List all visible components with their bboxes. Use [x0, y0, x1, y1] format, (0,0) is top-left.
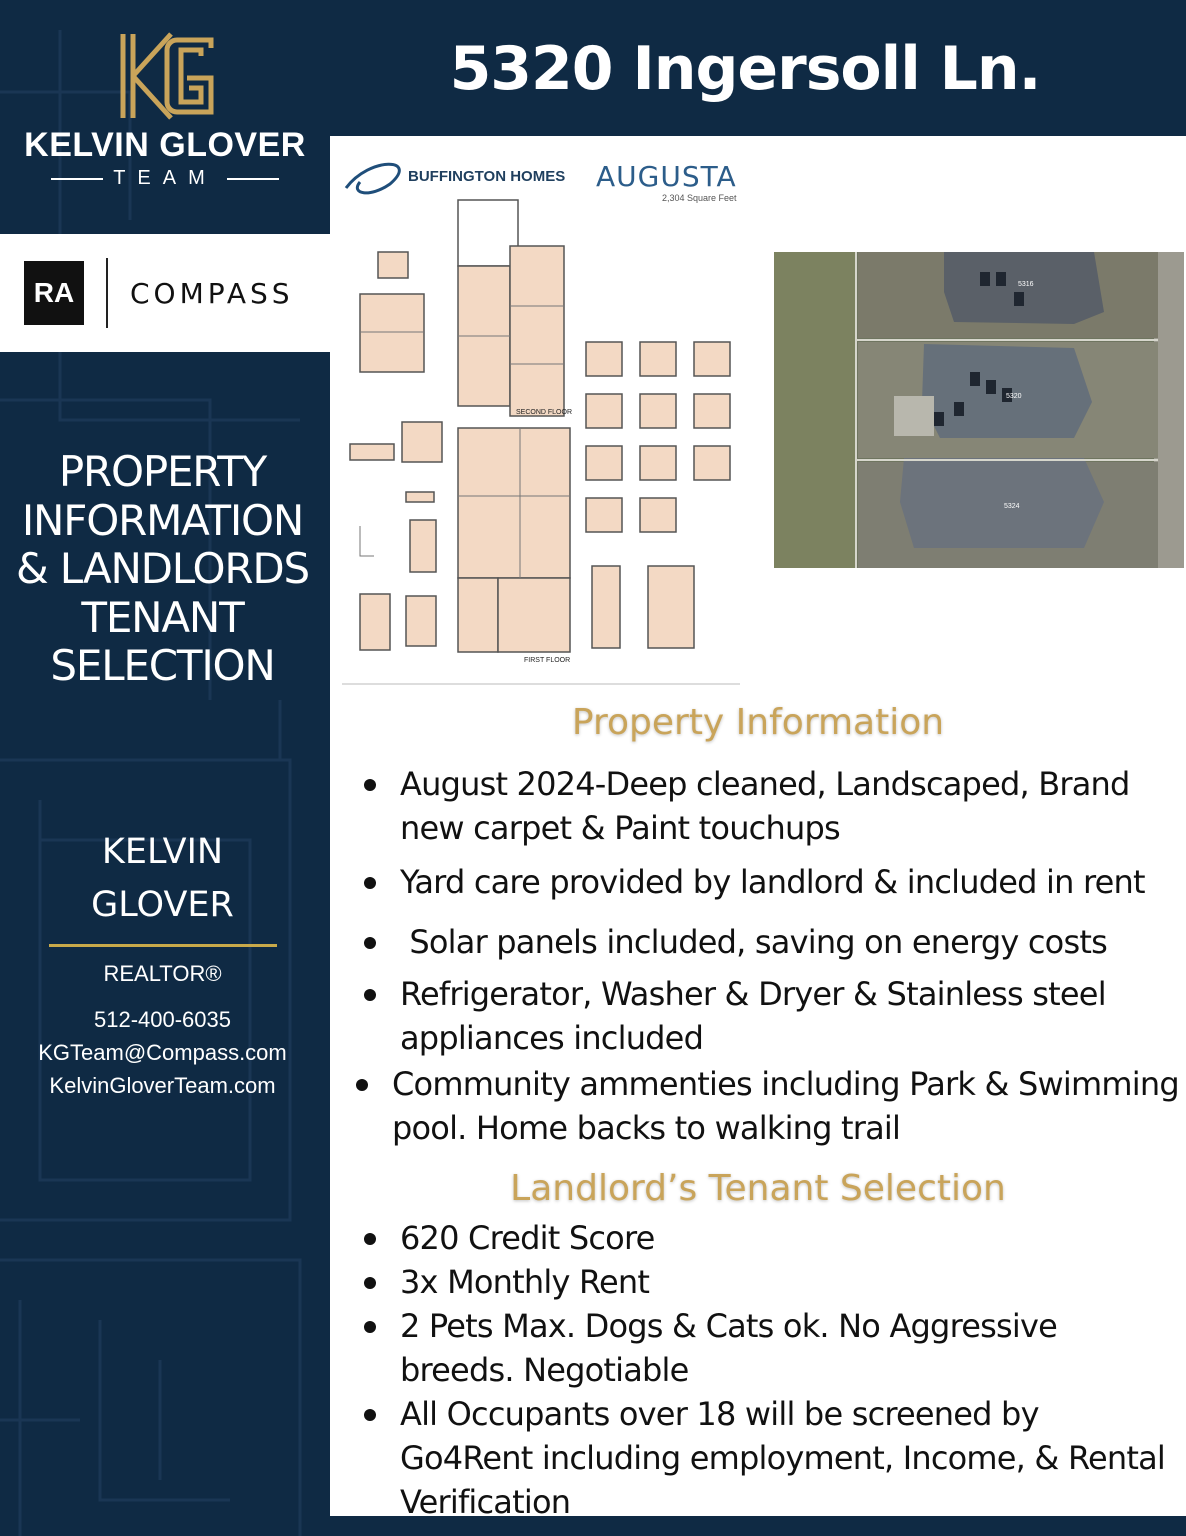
model-sqft: 2,304 Square Feet [662, 193, 737, 203]
agent-email[interactable]: KGTeam@Compass.com [38, 1040, 287, 1065]
agent-divider [49, 944, 277, 947]
compass-logo: COMPASS [130, 276, 294, 310]
list-item [400, 1304, 1165, 1392]
tenant-selection-list [400, 1216, 1165, 1524]
list-item [392, 1062, 1179, 1150]
list-item [400, 1216, 1165, 1260]
list-item [400, 762, 1179, 850]
sidebar-title-line: PROPERTY [58, 447, 267, 496]
agent-phone[interactable]: 512-400-6035 [93, 1007, 231, 1032]
model-name: AUGUSTA [596, 160, 737, 193]
list-item-line: All Occupants over 18 will be screened by [400, 1395, 1039, 1433]
list-item-line: appliances included [400, 1019, 704, 1057]
list-item-line: 620 Credit Score [400, 1219, 655, 1257]
logo-rule-right [227, 178, 279, 180]
team-name: KELVIN GLOVER [24, 126, 306, 164]
agent-title: REALTOR® [103, 961, 222, 986]
team-word: TEAM [113, 167, 217, 189]
list-item-line: Verification [400, 1483, 571, 1521]
lot-label-mid: 5320 [1006, 393, 1022, 400]
list-item-line: August 2024-Deep cleaned, Landscaped, Brand [400, 765, 1130, 803]
content-panel [330, 136, 1186, 1521]
team-subtitle [0, 167, 330, 190]
tenant-selection-heading: Landlord’s Tenant Selection [510, 1168, 1006, 1209]
list-item [400, 860, 1179, 904]
team-logo [0, 30, 330, 190]
list-item-line: Community ammenties including Park & Swimming [392, 1065, 1179, 1103]
logo-rule-left [51, 178, 103, 180]
list-item [400, 920, 1179, 964]
sidebar-title [0, 448, 325, 691]
agent-name-last: GLOVER [91, 885, 234, 925]
list-item-line: Go4Rent including employment, Income, & Rental [400, 1439, 1165, 1477]
lot-label-bottom: 5324 [1004, 503, 1020, 510]
list-item-line: pool. Home backs to walking trail [392, 1109, 901, 1147]
list-item-line: Yard care provided by landlord & included in rent [400, 863, 1145, 901]
aerial-photo [774, 252, 1184, 568]
agent-card [0, 826, 325, 1102]
property-info-list [392, 762, 1179, 1150]
sidebar-title-line: & LANDLORDS [16, 544, 309, 593]
agent-name-first: KELVIN [101, 832, 224, 872]
sidebar-title-line: INFORMATION [21, 495, 304, 545]
list-item-line: new carpet & Paint touchups [400, 809, 840, 847]
agent-website[interactable]: KelvinGloverTeam.com [49, 1073, 276, 1098]
sidebar-title-line: TENANT [81, 592, 244, 642]
property-address: 5320 Ingersoll Ln. [449, 34, 1041, 104]
lot-label-top: 5316 [1018, 281, 1034, 288]
list-item-line: Refrigerator, Washer & Dryer & Stainless steel [400, 975, 1106, 1013]
kg-monogram-icon [115, 30, 215, 122]
list-item-line: breeds. Negotiable [400, 1351, 689, 1389]
property-info-heading: Property Information [571, 702, 945, 743]
floor-plan-image [330, 136, 750, 696]
sidebar-title-line: SELECTION [50, 641, 275, 690]
list-item [400, 1392, 1165, 1524]
list-item-line: 2 Pets Max. Dogs & Cats ok. No Aggressive [400, 1307, 1057, 1345]
brokerage-banner [0, 234, 330, 352]
first-floor-label: FIRST FLOOR [524, 657, 571, 664]
list-item-line: 3x Monthly Rent [400, 1263, 650, 1301]
ra-logo: RA [24, 261, 84, 325]
list-item [400, 1260, 1165, 1304]
brokerage-divider [106, 258, 108, 328]
builder-name: BUFFINGTON HOMES [408, 168, 566, 185]
second-floor-label: SECOND FLOOR [516, 409, 573, 416]
list-item-line: Solar panels included, saving on energy costs [400, 923, 1107, 961]
list-item [400, 972, 1179, 1060]
